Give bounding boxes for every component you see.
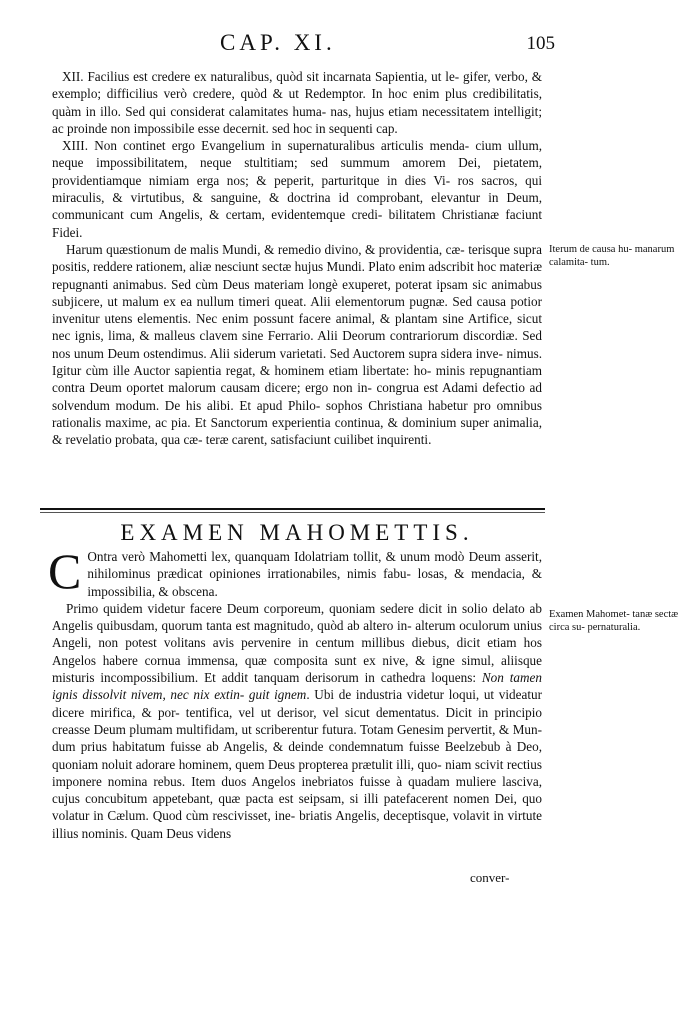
chapter-heading: CAP. XI.: [220, 30, 336, 55]
section-divider-thin: [40, 512, 545, 513]
margin-note-calamities: Iterum de causa hu- manarum calamita- tum.: [549, 244, 675, 268]
catchword: conver-: [470, 870, 510, 885]
paragraph-primo-text-a: Primo quidem videtur facere Deum corporeum, quoniam sedere dicit in solio delato ab Angelis quibusdam, quorum tanta est magnitudo, quòd ab altero in- alterum oculorum unius Angeli, non potest volitans avis pervenire in centum millibus diebus, dicit etiam hos Angelos habere cornua immensa, quæ composita sunt ex nive, & igne simul, aliisque misturis incompossibilium. Et addit tanquam derisorum in cathedra loquens:: [52, 600, 542, 686]
body-text-lower: [48, 543, 542, 842]
body-text-upper: [52, 68, 542, 449]
paragraph-contra-text: Ontra verò Mahometti lex, quanquam Idolatriam tollit, & unum modò Deum asserit, nihilominus prædicat opiniones irrationabiles, nimis fabu- losas, & mendacia, & impossibilia, & obscena.: [87, 549, 542, 599]
paragraph-contra: [48, 543, 542, 600]
paragraph-primo-text-b: . Ubi de industria videtur loqui, ut videatur dicere mirifica, & por- tentifica, vel ut derisor, vel sicut dementatus. Dicit in principio creasse Deum plumam multifidam, ut scriberentur futura. Totam Genesim pervertit, & Mun- dum prius habitatum fuisse ab Angelis, & deinde condemnatum fuisse Beelzebub à Deo, quoniam noluit adorare hominem, quem Deus propterea prætulit illi, quo- niam scivit rectius imponere nomina rebus. Item duos Angelos inebriatos fuisse à quadam muliere lasciva, cujus concubitum appetebant, quæ pacta est seipsam, si illi patefacerent nomen Dei, quo volatur in Cælum. Quod cùm rescivisset, ine- briatis Angelis, deceptisque, volavit in virtute illius nominis. Quam Deus videns: [52, 687, 542, 841]
running-header: [40, 30, 555, 60]
paragraph-primo: [52, 600, 542, 842]
quoted-saying: Non tamen ignis dissolvit nivem, nec nix extin- guit ignem: [52, 670, 542, 703]
margin-note-mahometan: Examen Mahomet- tanæ sectæ circa su- pernaturalia.: [549, 609, 679, 633]
paragraph-harum: Harum quæstionum de malis Mundi, & remedio divino, & providentia, cæ- terisque supra positis, reddere rationem, aliæ nesciunt sectæ hujus Mundi. Plato enim adscribit hoc materiæ repugnanti animabus. Sed cùm Deus materiam longè exuperet, poterat ipsam sic animabus subjicere, ut malum ex ea nullum timeri queat. Alii elementorum pugnæ. Sed causa potior invenitur utens elementis. Nec enim possunt facere animal, & plantam sine Artifice, sicut nec ignis, lima, & malleus clavem sine Ferrario. Alii Deorum contrariorum discordiæ. Sed nos unum Deum ostendimus. Alii siderum varietati. Sed Auctorem supra sidera inve- nimus. Igitur cùm ille Auctor sapientia regat, & hominem etiam libertate: ho- minis repugnantiam contra Deum oportet malorum causam dicere; ergo non in- congrua est Adami defectio ad solvendum modum. De his alibi. Et apud Philo- sophos Christiana habetur pro omnibus rationalis maxime, ac pia. Et Sanctorum experientia continua, & dominium super animalia, & revelatio probata, qua cæ- teræ carent, satisfaciunt cuilibet inquirenti.: [52, 241, 542, 448]
paragraph-xiii: XIII. Non continet ergo Evangelium in supernaturalibus articulis menda- cium ullum, neque impossibilitatem, neque stultitiam; sed summum amorem Dei, pietatem, providentiamque nimiam erga nos; & peperit, parturitque in dies Vi- ros sacros, qui miraculis, & virtutibus, & sanguine, & doctrina id comprobant, elevantur in Deum, communicant cum Angelis, & certam, evidentemque credi- bilitatem Christianæ faciunt Fidei.: [52, 138, 542, 240]
paragraph-xii: XII. Facilius est credere ex naturalibus, quòd sit incarnata Sapientia, ut le- gifer, verbo, & exemplo; difficilius verò credere, quòd & ut Redemptor. In hoc enim plus credibilitatis, quàm in illo. Sed qui considerat calamitates huma- nas, hujus etiam necessitatem intelligit; ac proinde non impossibile esse decernit. sed hoc in sequenti cap.: [52, 69, 542, 136]
section-divider: [40, 508, 545, 510]
page-number: 105: [526, 33, 555, 54]
drop-capital: C: [48, 543, 82, 599]
section-title: EXAMEN MAHOMETTIS.: [120, 520, 474, 545]
